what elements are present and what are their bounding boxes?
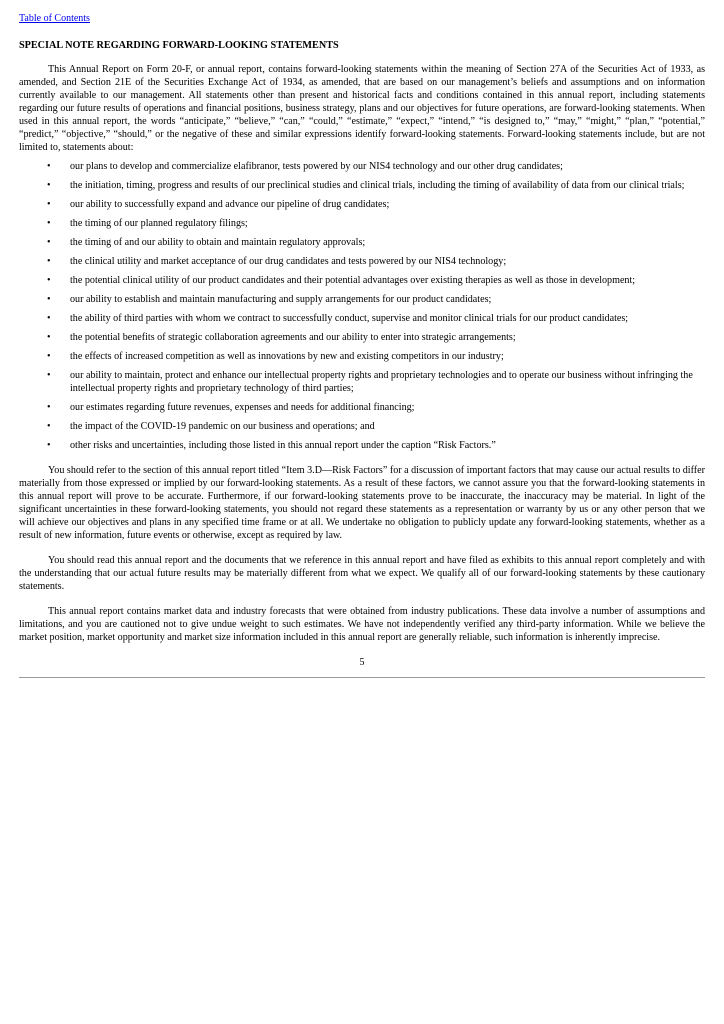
bullet-icon: • (47, 237, 51, 248)
list-item-text: the potential benefits of strategic collaboration agreements and our ability to enter into strategic arrangements; (70, 332, 516, 343)
market-data-paragraph: This annual report contains market data and industry forecasts that were obtained from industry publications. These data involve a number of assumptions and limitations, and you are cautioned not to give undue weight to such estimates. We have not independently verified any third-party information. While we believe the market position, market opportunity and market size information included in this annual report are generally reliable, such information is inherently imprecise. (19, 606, 705, 643)
list-item-text: other risks and uncertainties, including those listed in this annual report under the caption “Risk Factors.” (70, 440, 496, 451)
list-item-text: our estimates regarding future revenues, expenses and needs for additional financing; (70, 402, 415, 413)
read-report-paragraph: You should read this annual report and the documents that we reference in this annual report and have filed as exhibits to this annual report completely and with the understanding that our actual future results may be materially different from what we expect. We qualify all of our forward-looking statements by these cautionary statements. (19, 555, 705, 592)
list-item-text: the potential clinical utility of our product candidates and their potential advantages over existing therapies as well as those in development; (70, 275, 636, 286)
list-item (19, 179, 705, 192)
table-of-contents-link[interactable]: Table of Contents (19, 13, 90, 24)
list-item (19, 217, 705, 230)
bullet-icon: • (47, 402, 51, 413)
list-item-text: our ability to successfully expand and advance our pipeline of drug candidates; (70, 199, 390, 210)
bullet-icon: • (47, 218, 51, 229)
bullet-icon: • (47, 440, 51, 451)
list-item (19, 420, 705, 433)
list-item-text: our ability to maintain, protect and enhance our intellectual property rights and proprietary technologies and to operate our business without infringing the intellectual property rights and proprietary technology of third parties; (70, 370, 693, 394)
bullet-icon: • (47, 199, 51, 210)
list-item (19, 274, 705, 287)
bullet-icon: • (47, 275, 51, 286)
list-item (19, 401, 705, 414)
list-item-text: the ability of third parties with whom we contract to successfully conduct, supervise and monitor clinical trials for our product candidates; (70, 313, 629, 324)
list-item-text: the effects of increased competition as well as innovations by new and existing competitors in our industry; (70, 351, 504, 362)
list-item-text: the timing of our planned regulatory filings; (70, 218, 248, 229)
list-item-text: our plans to develop and commercialize elafibranor, tests powered by our NIS4 technology and our other drug candidates; (70, 161, 563, 172)
bullet-icon: • (47, 313, 51, 324)
list-item-text: the initiation, timing, progress and results of our preclinical studies and clinical trials, including the timing of availability of data from our clinical trials; (70, 180, 685, 191)
list-item (19, 350, 705, 363)
section-title: SPECIAL NOTE REGARDING FORWARD-LOOKING STATEMENTS (19, 40, 339, 51)
list-item-text: the timing of and our ability to obtain and maintain regulatory approvals; (70, 237, 366, 248)
list-item (19, 160, 705, 173)
bullet-icon: • (47, 294, 51, 305)
list-item (19, 312, 705, 325)
list-item (19, 331, 705, 344)
list-item (19, 255, 705, 268)
intro-paragraph: This Annual Report on Form 20-F, or annual report, contains forward-looking statements within the meaning of Section 27A of the Securities Act of 1933, as amended, and Section 21E of the Securities Exchange Act of 1934, as amended, that are based on our management’s beliefs and assumptions and on information currently available to our management. All statements other than present and historical facts and conditions contained in this annual report, including statements regarding our future results of operations and financial positions, business strategy, plans and our objectives for future operations, are forward-looking statements. When used in this annual report, the words “anticipate,” “believe,” “can,” “could,” “estimate,” “expect,” “intend,” “is designed to,” “may,” “might,” “plan,” “potential,” “predict,” “objective,” “should,” or the negative of these and similar expressions identify forward-looking statements. Forward-looking statements include, but are not limited to, statements about: (19, 64, 705, 153)
bullet-icon: • (47, 332, 51, 343)
list-item (19, 198, 705, 211)
list-item (19, 236, 705, 249)
bullet-icon: • (47, 351, 51, 362)
page-divider (19, 677, 705, 678)
document-page (19, 8, 705, 678)
page-number: 5 (359, 657, 365, 668)
list-item-text: the impact of the COVID-19 pandemic on our business and operations; and (70, 421, 375, 432)
list-item (19, 369, 705, 395)
forward-looking-list (19, 160, 705, 452)
bullet-icon: • (47, 421, 51, 432)
list-item (19, 293, 705, 306)
bullet-icon: • (47, 180, 51, 191)
list-item-text: our ability to establish and maintain manufacturing and supply arrangements for our product candidates; (70, 294, 492, 305)
list-item (19, 439, 705, 452)
list-item-text: the clinical utility and market acceptance of our drug candidates and tests powered by our NIS4 technology; (70, 256, 507, 267)
bullet-icon: • (47, 256, 51, 267)
risk-factors-paragraph: You should refer to the section of this annual report titled “Item 3.D—Risk Factors” for a discussion of important factors that may cause our actual results to differ materially from those expressed or implied by our forward-looking statements. As a result of these factors, we cannot assure you that the forward-looking statements in this annual report will prove to be accurate. Furthermore, if our forward-looking statements prove to be inaccurate, the inaccuracy may be material. In light of the significant uncertainties in these forward-looking statements, you should not regard these statements as a representation or warranty by us or any other person that we will achieve our objectives and plans in any specified time frame or at all. We undertake no obligation to publicly update any forward-looking statements, whether as a result of new information, future events or otherwise, except as required by law. (19, 465, 705, 541)
bullet-icon: • (47, 370, 51, 381)
bullet-icon: • (47, 161, 51, 172)
